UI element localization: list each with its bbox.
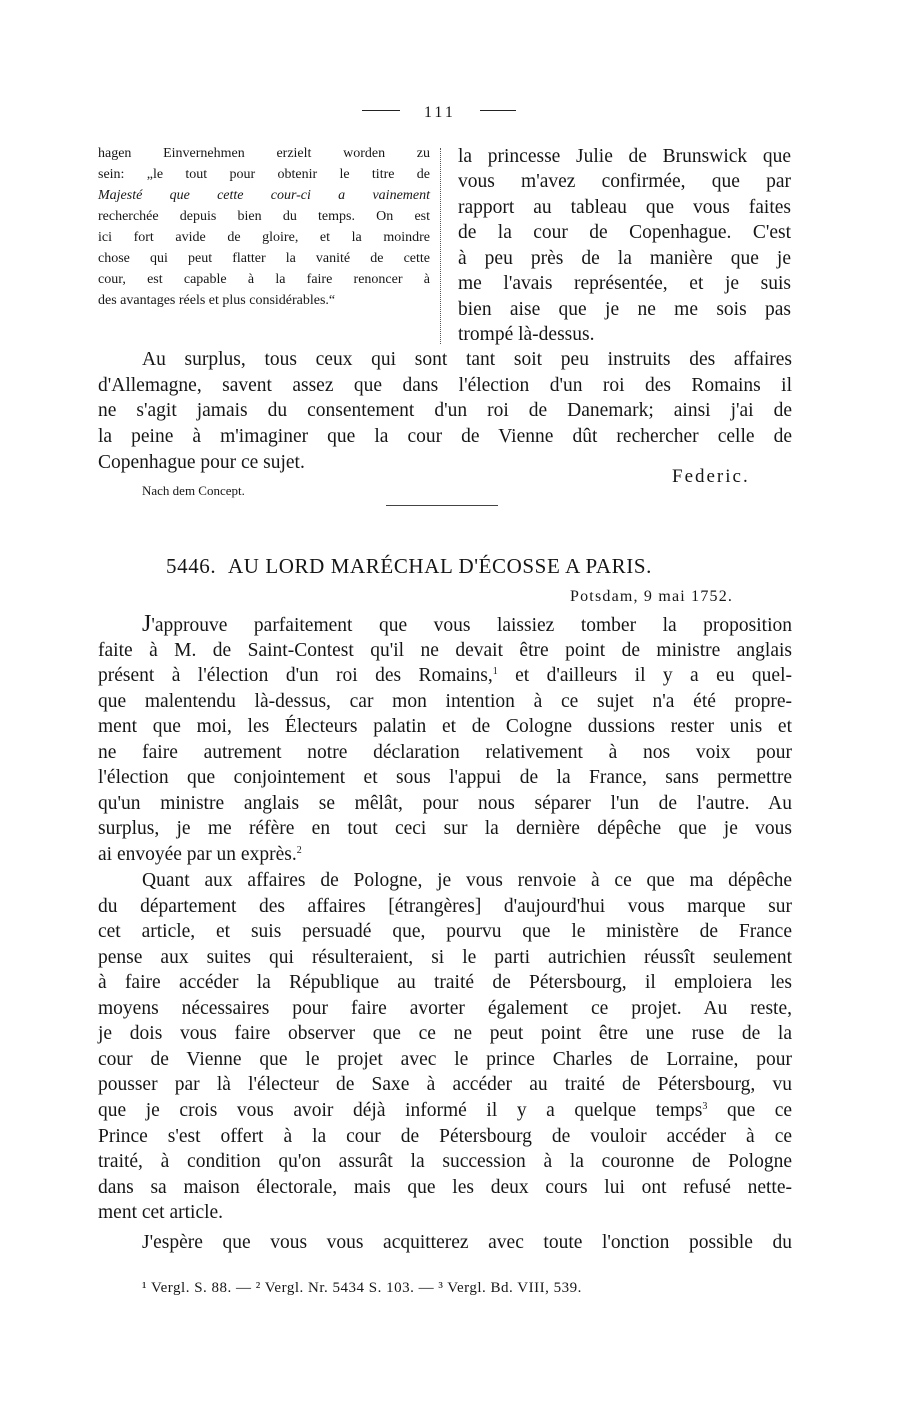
left-line: Majesté que cette cour-ci a vainement [98,188,430,203]
body-line: moyens nécessaires pour faire avorter également ce projet. Au reste, [98,998,792,1019]
dateline [570,588,733,606]
header-rule-right [480,110,516,111]
footnote-marker: 3 [702,1101,708,1112]
right-line: de la cour de Copenhague. C'est [458,222,791,243]
left-line: chose qui peut flatter la vanité de cette [98,251,430,266]
body-line: traité, à condition qu'on assurât la succession à la couronne de Pologne [98,1151,792,1172]
right-line: la princesse Julie de Brunswick que [458,146,791,167]
body-line: faite à M. de Saint-Contest qu'il ne devait être point de ministre anglais [98,640,792,661]
letter-number: 5446. [166,554,217,578]
body-line [98,1101,792,1121]
left-line: recherchée depuis bien du temps. On est [98,209,430,224]
body-line: du département des affaires [étrangères] d'aujourd'hui vous marque sur [98,896,792,917]
body-line: Copenhague pour ce sujet. [98,452,305,473]
first-line-text: 'approuve parfaitement que vous laissiez tomber la proposition [151,615,792,636]
right-line: vous m'avez confirmée, que par [458,171,791,192]
footnotes: ¹ Vergl. S. 88. — ² Vergl. Nr. 5434 S. 103. — ³ Vergl. Bd. VIII, 539. [142,1280,582,1296]
line-text-tail: que ce [707,1100,792,1121]
body-line: dans sa maison électorale, mais que les deux cours lui ont refusé nette- [98,1177,792,1198]
body-line: ment que moi, les Électeurs palatin et de Cologne dussions rester unis et [98,716,792,737]
body-line: cet article, et suis persuadé que, pourvu que le ministère de France [98,921,792,942]
page-number: 111 [424,104,456,121]
body-line: pense aux suites qui résulteraient, si le parti autrichien réussît seulement [98,947,792,968]
body-line [142,612,792,636]
right-line: me l'avais représentée, et je suis [458,273,791,294]
body-line: ne faire autrement notre déclaration relativement à nos voix pour [98,742,792,763]
line-text: que je crois vous avoir déjà informé il y a quelque temps [98,1100,703,1121]
body-line: qu'un ministre anglais se mêlât, pour nous séparer l'un de l'autre. Au [98,793,792,814]
left-line: des avantages réels et plus considérables.“ [98,293,336,308]
header-rule-left [362,110,400,111]
body-line: ment cet article. [98,1202,224,1223]
body-line: que malentendu là-dessus, car mon intention à ce sujet n'a été propre- [98,691,792,712]
body-line: Prince s'est offert à la cour de Pétersbourg de vouloir accéder à ce [98,1126,792,1147]
dateline-place: Potsdam, [570,588,639,605]
right-line: rapport au tableau que vous faites [458,197,791,218]
right-line: à peu près de la manière que je [458,248,791,269]
footnote-marker: 1 [492,666,498,677]
line-text: présent à l'élection d'un roi des Romains, [98,665,493,686]
left-line: sein: „le tout pour obtenir le titre de [98,167,430,182]
body-line: Au surplus, tous ceux qui sont tant soit peu instruits des affaires [142,349,792,370]
body-line: ne s'agit jamais du consentement d'un roi de Danemark; ainsi j'ai de [98,400,792,421]
body-line: l'élection que conjointement et sous l'appui de la France, sans permettre [98,767,792,788]
letter-title: AU LORD MARÉCHAL D'ÉCOSSE A PARIS. [227,554,652,578]
body-line: à faire accéder la République au traité de Pétersbourg, il emploiera les [98,972,792,993]
left-line: cour, est capable à la faire renoncer à [98,272,430,287]
body-line: la peine à m'imaginer que la cour de Vienne dût rechercher celle de [98,426,792,447]
signature: Federic. [672,466,750,487]
dateline-date: 9 mai 1752. [643,588,734,605]
body-line: cour de Vienne que le projet avec le prince Charles de Lorraine, pour [98,1049,792,1070]
footnote-marker: 2 [296,845,302,856]
body-line: je dois vous faire observer que ce ne peut point être une ruse de la [98,1023,792,1044]
body-line: pousser par là l'électeur de Saxe à accéder au traité de Pétersbourg, vu [98,1074,792,1095]
left-line: ici fort avide de gloire, et la moindre [98,230,430,245]
line-text: ai envoyée par un exprès. [98,844,297,865]
body-line: Quant aux affaires de Pologne, je vous renvoie à ce que ma dépêche [142,870,792,891]
line-text-tail: et d'ailleurs il y a eu quel- [497,665,792,686]
body-line [98,666,792,686]
section-separator [386,505,498,506]
body-line: J'espère que vous vous acquitterez avec toute l'onction possible du [142,1232,792,1253]
right-line: bien aise que je ne me sois pas [458,299,791,320]
letter-heading [166,554,652,579]
column-divider [440,148,441,344]
body-line: d'Allemagne, savent assez que dans l'élection d'un roi des Romains il [98,375,792,396]
right-line: trompé là-dessus. [458,324,595,345]
drop-cap: J [142,611,152,637]
source-note: Nach dem Concept. [142,483,245,498]
body-line: surplus, je me réfère en tout ceci sur la dernière dépêche que je vous [98,818,792,839]
left-line: hagen Einvernehmen erzielt worden zu [98,146,430,161]
body-line [98,845,792,865]
